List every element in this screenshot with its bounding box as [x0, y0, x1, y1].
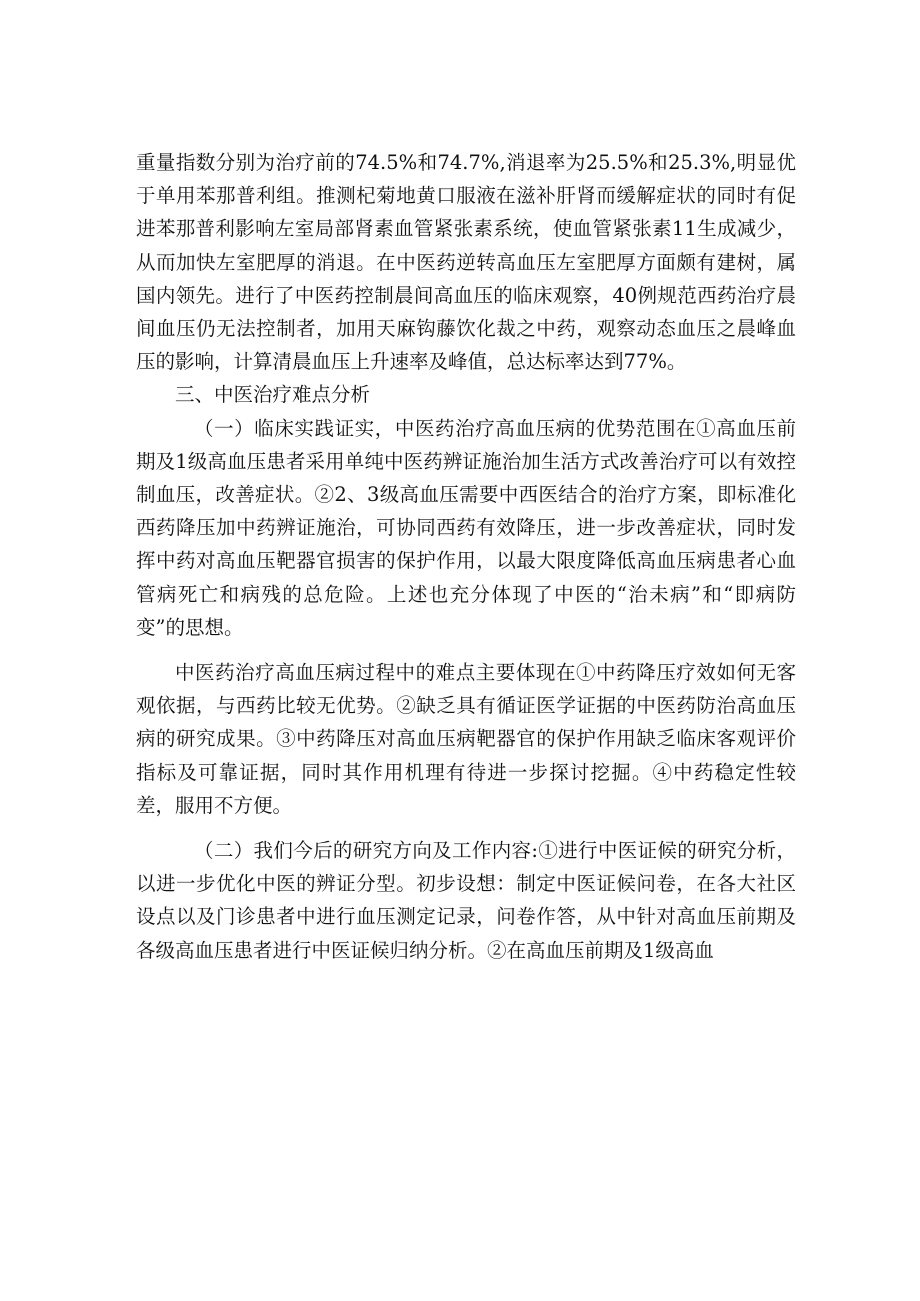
section-heading-tcm-difficulties: 三、中医治疗难点分析	[175, 383, 371, 407]
paragraph-tcm-advantages: （一）临床实践证实，中医药治疗高血压病的优势范围在①高血压前期及1级高血压患者采用单纯中医药辨证施治加生活方式改善治疗可以有效控制血压，改善症状。②2、3级高血压需要中西医结合的治疗方案，即标准化西药降压加中药辨证施治，可协同西药有效降压，进一步改善症状，同时发挥中药对高血压靶器官损害的保护作用，以最大限度降低高血压病患者心血管病死亡和病残的总危险。上述也充分体现了中医的“治未病”和“即病防变”的思想。	[136, 416, 796, 639]
document-body	[136, 146, 796, 967]
paragraph-tcm-difficulties: 中医药治疗高血压病过程中的难点主要体现在①中药降压疗效如何无客观依据，与西药比较无优势。②缺乏具有循证医学证据的中医药防治高血压病的研究成果。③中药降压对高血压病靶器官的保护作用缺乏临床客观评价指标及可靠证据，同时其作用机理有待进一步探讨挖掘。④中药稳定性较差，服用不方便。	[136, 661, 796, 817]
paragraph-research-direction: （二）我们今后的研究方向及工作内容:①进行中医证候的研究分析，以进一步优化中医的辨证分型。初步设想：制定中医证候问卷，在各大社区设点以及门诊患者中进行血压测定记录，问卷作答，从中针对高血压前期及各级高血压患者进行中医证候归纳分析。②在高血压前期及1级高血	[136, 839, 796, 962]
paragraph-lvh-regression: 重量指数分别为治疗前的74.5%和74.7%,消退率为25.5%和25.3%,明显优于单用苯那普利组。推测杞菊地黄口服液在滋补肝肾而缓解症状的同时有促进苯那普利影响左室局部肾素血管紧张素系统，使血管紧张素11生成减少，从而加快左室肥厚的消退。在中医药逆转高血压左室肥厚方面颇有建树，属国内领先。进行了中医药控制晨间高血压的临床观察，40例规范西药治疗晨间血压仍无法控制者，加用天麻钩藤饮化裁之中药，观察动态血压之晨峰血压的影响，计算清晨血压上升速率及峰值，总达标率达到77%。	[136, 151, 796, 374]
